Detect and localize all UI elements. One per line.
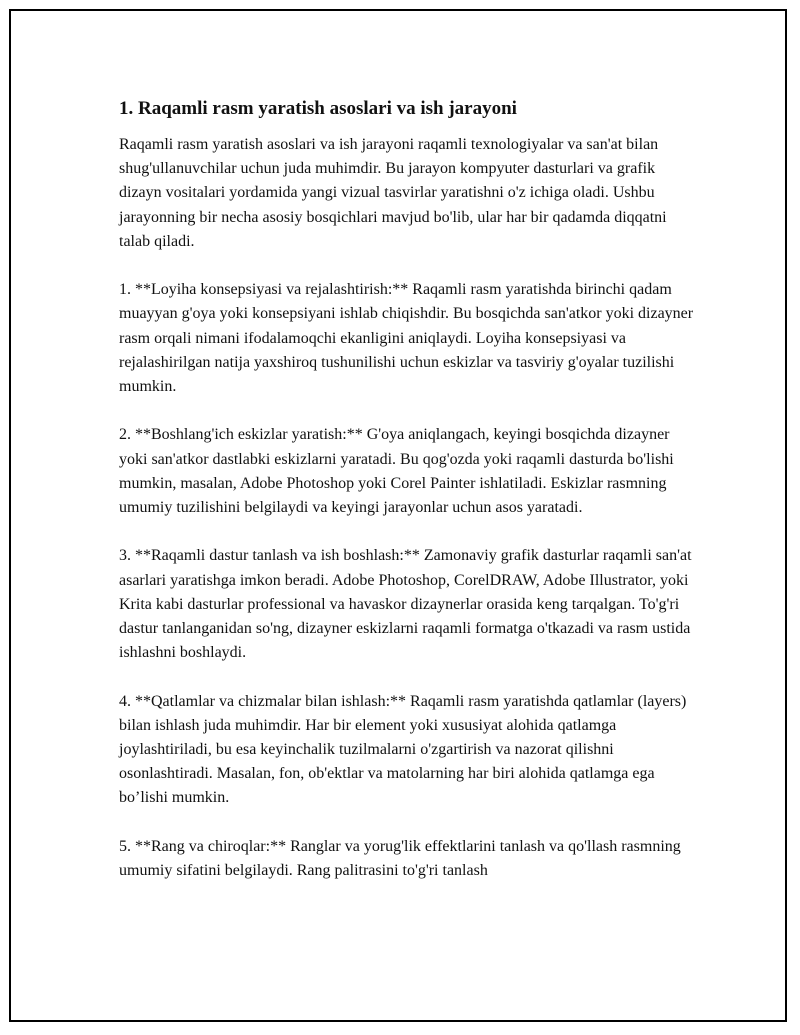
step-5-paragraph: 5. **Rang va chiroqlar:** Ranglar va yorug'lik effektlarini tanlash va qo'llash rasmning umumiy sifatini belgilaydi. Rang palitrasini to'g'ri tanlash	[119, 837, 681, 880]
step-3-paragraph: 3. **Raqamli dastur tanlash va ish boshlash:** Zamonaviy grafik dasturlar raqamli san'at asarlari yaratishga imkon beradi. Adobe Photoshop, CorelDRAW, Adobe Illustrator, yoki Krita kabi dasturlar professional va havaskor dizaynerlar orasida keng tarqalgan. To'g'ri dastur tanlanganidan so'ng, dizayner eskizlarni raqamli formatga o'tkazadi va rasm ustida ishlashni boshlaydi.	[119, 547, 692, 662]
step-4-paragraph: 4. **Qatlamlar va chizmalar bilan ishlash:** Raqamli rasm yaratishda qatlamlar (layers) bilan ishlash juda muhimdir. Har bir element yoki xususiyat alohida qatlamga joylashtiriladi, bu esa keyinchalik tuzilmalarni o'zgartirish va nazorat qilishni osonlashtiradi. Masalan, fon, ob'ektlar va matolarning har biri alohida qatlamga ega bo’lishi mumkin.	[119, 692, 687, 807]
section-heading: 1. Raqamli rasm yaratish asoslari va ish jarayoni	[119, 98, 517, 119]
document-content	[119, 95, 699, 907]
step-1-paragraph: 1. **Loyiha konsepsiyasi va rejalashtirish:** Raqamli rasm yaratishda birinchi qadam muayyan g'oya yoki konsepsiyani ishlab chiqishdir. Bu bosqichda san'atkor yoki dizayner rasm orqali nimani ifodalamoqchi ekanligini aniqlaydi. Loyiha konsepsiyasi va rejalashirilgan natija yaxshiroq tushunilishi uchun eskizlar va tasviriy g'oyalar tuzilishi mumkin.	[119, 281, 694, 396]
intro-paragraph: Raqamli rasm yaratish asoslari va ish jarayoni raqamli texnologiyalar va san'at bilan shug'ullanuvchilar uchun juda muhimdir. Bu jarayon kompyuter dasturlari va grafik dizayn vositalari yordamida yangi vizual tasvirlar yaratishni o'z ichiga oladi. Ushbu jarayonning bir necha asosiy bosqichlari mavjud bo'lib, ular har bir qadamda diqqatni talab qiladi.	[119, 136, 667, 250]
step-2-paragraph: 2. **Boshlang'ich eskizlar yaratish:** G'oya aniqlangach, keyingi bosqichda dizayner yoki san'atkor dastlabki eskizlarni yaratadi. Bu qog'ozda yoki raqamli dasturda bo'lishi mumkin, masalan, Adobe Photoshop yoki Corel Painter ishlatiladi. Eskizlar rasmning umumiy tuzilishini belgilaydi va keyingi jarayonlar uchun asos yaratadi.	[119, 426, 674, 517]
document-page	[9, 9, 787, 1022]
